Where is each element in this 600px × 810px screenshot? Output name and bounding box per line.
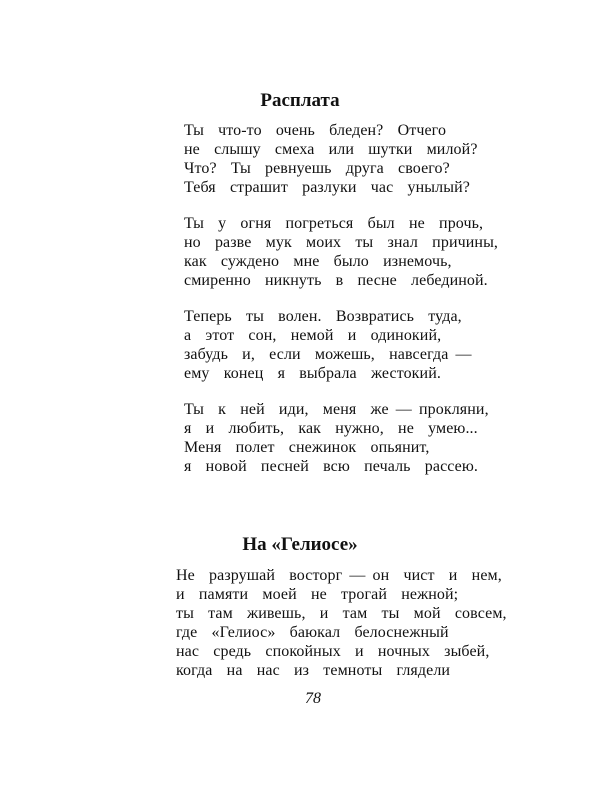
stanza-gap: [184, 383, 498, 400]
poem-line: Тебя страшит разлуки час унылый?: [184, 179, 470, 196]
poem-line: Ты к ней иди, меня же — прокляни,: [184, 401, 489, 418]
poem-line: Теперь ты волен. Возвратись туда,: [184, 308, 462, 325]
stanza: [184, 307, 498, 383]
poem-line: не слышу смеха или шутки милой?: [184, 141, 478, 158]
poem-line: смиренно никнуть в песне лебединой.: [184, 272, 488, 289]
poem-line: когда на нас из темноты глядели: [176, 662, 451, 679]
stanza: [184, 400, 498, 476]
page-number: 78: [305, 690, 321, 707]
poem-line: где «Гелиос» баюкал белоснежный: [176, 624, 449, 641]
poem-line: но разве мук моих ты знал причины,: [184, 234, 499, 251]
poem-line: забудь и, если можешь, навсегда —: [184, 346, 472, 363]
poem-line: Меня полет снежинок опьянит,: [184, 439, 430, 456]
poem-line: ты там живешь, и там ты мой совсем,: [176, 605, 507, 622]
poem-title: Расплата: [260, 90, 340, 111]
poem-body: [184, 121, 498, 476]
stanza: [184, 121, 498, 197]
stanza: [176, 566, 507, 680]
poem-body: [176, 566, 507, 680]
poem-line: Ты что-то очень бледен? Отчего: [184, 122, 447, 139]
poem-line: Ты у огня погреться был не прочь,: [184, 215, 484, 232]
poem-title: На «Гелиосе»: [242, 534, 358, 555]
poem-line: ему конец я выбрала жестокий.: [184, 365, 441, 382]
poem-line: нас средь спокойных и ночных зыбей,: [176, 643, 490, 660]
poem-line: как суждено мне было изнемочь,: [184, 253, 452, 270]
stanza-gap: [184, 197, 498, 214]
poem-line: Не разрушай восторг — он чист и нем,: [176, 567, 502, 584]
poem-line: и памяти моей не трогай нежной;: [176, 586, 459, 603]
poem-line: я и любить, как нужно, не умею...: [184, 420, 478, 437]
poem-line: а этот сон, немой и одинокий,: [184, 327, 442, 344]
poem-line: я новой песней всю печаль рассею.: [184, 458, 479, 475]
stanza: [184, 214, 498, 290]
poem-line: Что? Ты ревнуешь друга своего?: [184, 160, 450, 177]
stanza-gap: [184, 290, 498, 307]
